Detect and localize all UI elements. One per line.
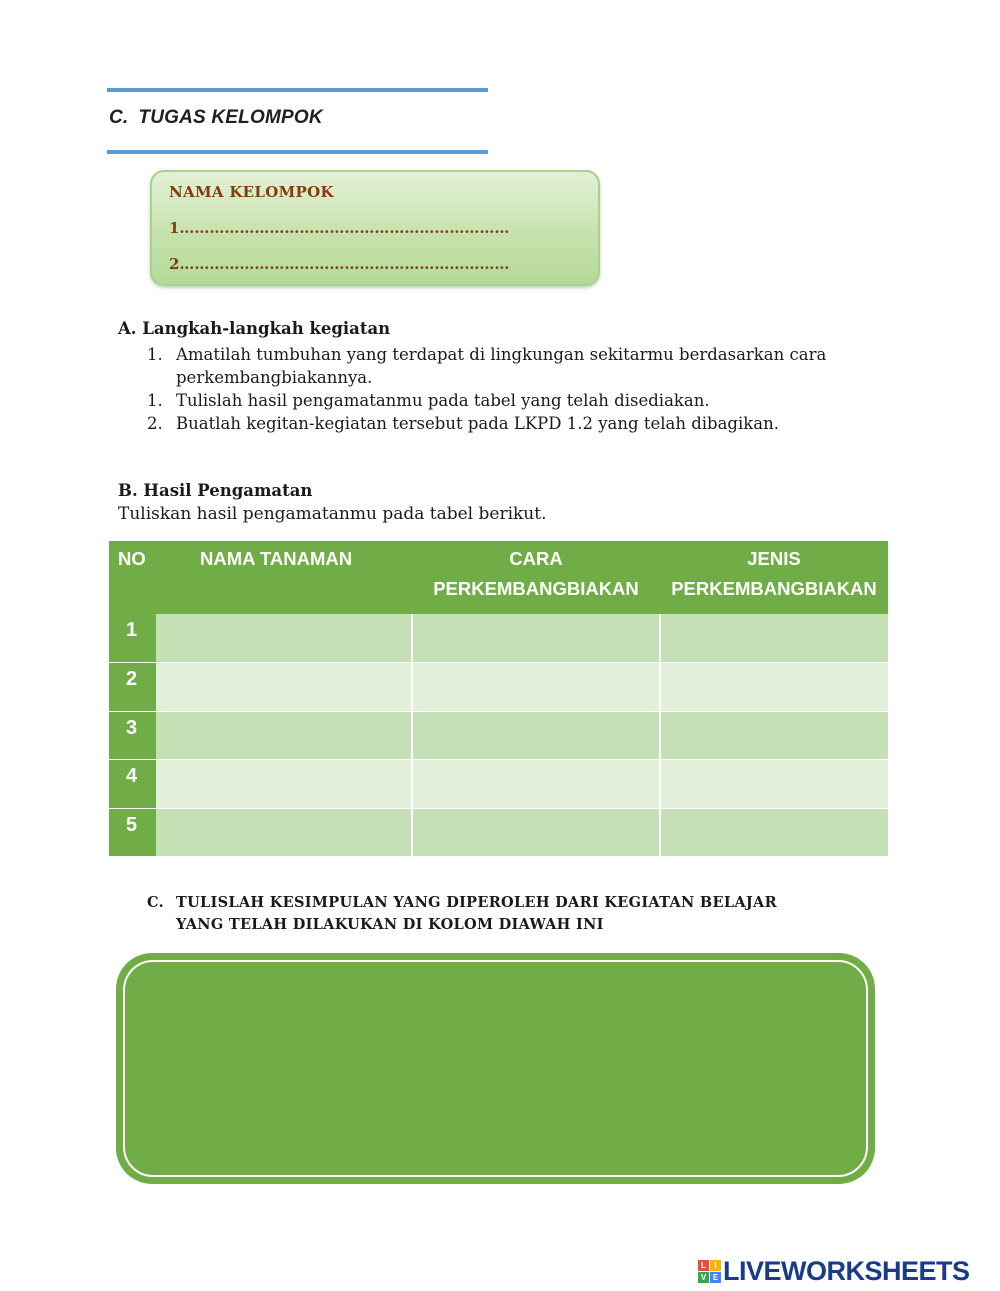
row-number: 3: [109, 711, 156, 760]
observation-table: [109, 541, 888, 857]
section-title: [109, 107, 323, 129]
group-member-line-1[interactable]: 1…………………………………………………………: [169, 219, 510, 237]
reproduction-method-cell[interactable]: [412, 808, 660, 857]
table-header-row: [109, 541, 888, 614]
section-a-heading: A. Langkah-langkah kegiatan: [118, 319, 391, 338]
group-name-title: NAMA KELOMPOK: [169, 183, 334, 201]
conclusion-answer-box[interactable]: [116, 953, 875, 1184]
liveworksheets-logo: [698, 1256, 970, 1286]
row-number: 2: [109, 663, 156, 712]
header-plant-name: NAMA TANAMAN: [156, 541, 412, 614]
section-b-heading: B. Hasil Pengamatan: [118, 481, 313, 500]
conclusion-answer-box-border: [123, 960, 868, 1177]
steps-list: [147, 343, 907, 435]
header-reproduction-type: JENIS PERKEMBANGBIAKAN: [660, 541, 888, 614]
table-row: [109, 711, 888, 760]
section-title-text: TUGAS KELOMPOK: [138, 107, 323, 128]
table-row: [109, 760, 888, 809]
group-name-box: [150, 170, 600, 286]
conclusion-heading: C. TULISLAH KESIMPULAN YANG DIPEROLEH DARI KEGIATAN BELAJAR YANG TELAH DILAKUKAN DI KOLOM DIAWAH INI: [147, 894, 777, 933]
list-item-continuation: perkembangbiakannya.: [176, 368, 373, 387]
plant-name-cell[interactable]: [156, 663, 412, 712]
plant-name-cell[interactable]: [156, 711, 412, 760]
plant-name-cell[interactable]: [156, 614, 412, 663]
header-rule-top: [107, 88, 488, 92]
liveworksheets-wordmark: LIVEWORKSHEETS: [723, 1255, 970, 1286]
reproduction-type-cell[interactable]: [660, 663, 888, 712]
reproduction-type-cell[interactable]: [660, 760, 888, 809]
table-row: [109, 614, 888, 663]
reproduction-method-cell[interactable]: [412, 663, 660, 712]
section-b-intro: Tuliskan hasil pengamatanmu pada tabel berikut.: [118, 504, 547, 524]
reproduction-method-cell[interactable]: [412, 760, 660, 809]
reproduction-type-cell[interactable]: [660, 614, 888, 663]
list-item: 1. Amatilah tumbuhan yang terdapat di lingkungan sekitarmu berdasarkan cara: [147, 345, 827, 364]
reproduction-type-cell[interactable]: [660, 711, 888, 760]
table-row: [109, 808, 888, 857]
plant-name-cell[interactable]: [156, 808, 412, 857]
reproduction-type-cell[interactable]: [660, 808, 888, 857]
section-letter: C.: [109, 107, 129, 128]
row-number: 5: [109, 808, 156, 857]
list-item: 1. Tulislah hasil pengamatanmu pada tabel yang telah disediakan.: [147, 391, 710, 410]
header-reproduction-method: CARA PERKEMBANGBIAKAN: [412, 541, 660, 614]
list-item: 2. Buatlah kegitan-kegiatan tersebut pada LKPD 1.2 yang telah dibagikan.: [147, 414, 779, 433]
row-number: 1: [109, 614, 156, 663]
liveworksheets-logo-icon: L I V E: [698, 1260, 721, 1283]
plant-name-cell[interactable]: [156, 760, 412, 809]
row-number: 4: [109, 760, 156, 809]
header-rule-bottom: [107, 150, 488, 154]
reproduction-method-cell[interactable]: [412, 614, 660, 663]
table-row: [109, 663, 888, 712]
group-member-line-2[interactable]: 2…………………………………………………………: [169, 255, 510, 273]
header-no: NO: [109, 541, 156, 614]
reproduction-method-cell[interactable]: [412, 711, 660, 760]
